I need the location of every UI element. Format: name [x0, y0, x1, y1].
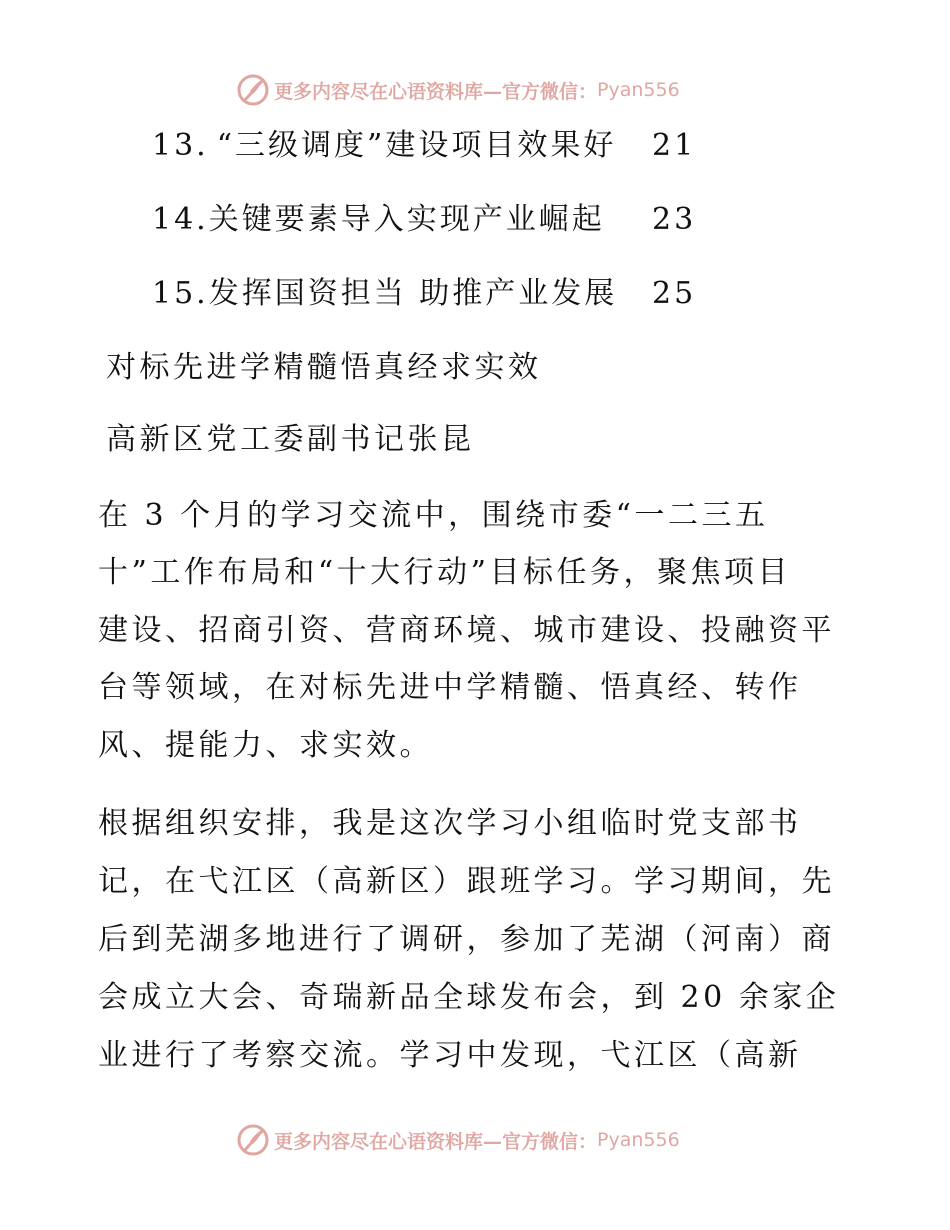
watermark-text: 更多内容尽在心语资料库—官方微信：: [274, 80, 598, 103]
body-line: 十”工作布局和“十大行动”目标任务，聚焦项目: [98, 555, 792, 590]
toc-item-page: 25: [652, 276, 697, 311]
body-line: 记，在弋江区（高新区）跟班学习。学习期间，先: [98, 864, 835, 899]
quill-logo-icon: [236, 73, 270, 107]
toc-item-title: 发挥国资担当 助推产业发展: [208, 276, 618, 311]
toc-item-number: 14.: [152, 202, 209, 237]
body-line: 会成立大会、奇瑞新品全球发布会，到 20 余家企: [98, 980, 840, 1015]
toc-item: [152, 126, 697, 166]
toc-item-page: 23: [652, 202, 697, 237]
watermark-id: Pyan556: [597, 1129, 680, 1151]
article-author: 高新区党工委副书记张昆: [106, 422, 475, 457]
toc-item-page: 21: [652, 128, 697, 163]
body-line: 台等领域，在对标先进中学精髓、悟真经、转作: [98, 670, 802, 705]
toc-item-title: “三级调度”建设项目效果好: [216, 128, 617, 163]
quill-logo-icon: [236, 1123, 270, 1157]
header-watermark: [236, 72, 716, 108]
body-line: 后到芜湖多地进行了调研，参加了芜湖（河南）商: [98, 922, 835, 957]
toc-item-title: 关键要素导入实现产业崛起: [208, 202, 605, 237]
toc-item: [152, 274, 697, 314]
watermark-id: Pyan556: [597, 79, 680, 101]
body-line: 业进行了考察交流。学习中发现，弋江区（高新: [98, 1038, 802, 1073]
toc-item: [152, 200, 697, 240]
body-line: 风、提能力、求实效。: [98, 728, 433, 763]
body-line: 在 3 个月的学习交流中，围绕市委“一二三五: [98, 498, 769, 533]
watermark-text: 更多内容尽在心语资料库—官方微信：: [274, 1130, 598, 1153]
toc-item-number: 13.: [152, 128, 209, 163]
toc-item-number: 15.: [152, 276, 209, 311]
body-line: 根据组织安排，我是这次学习小组临时党支部书: [98, 806, 802, 841]
article-title: 对标先进学精髓悟真经求实效: [106, 350, 542, 385]
body-line: 建设、招商引资、营商环境、城市建设、投融资平: [98, 613, 835, 648]
footer-watermark: [236, 1122, 716, 1158]
